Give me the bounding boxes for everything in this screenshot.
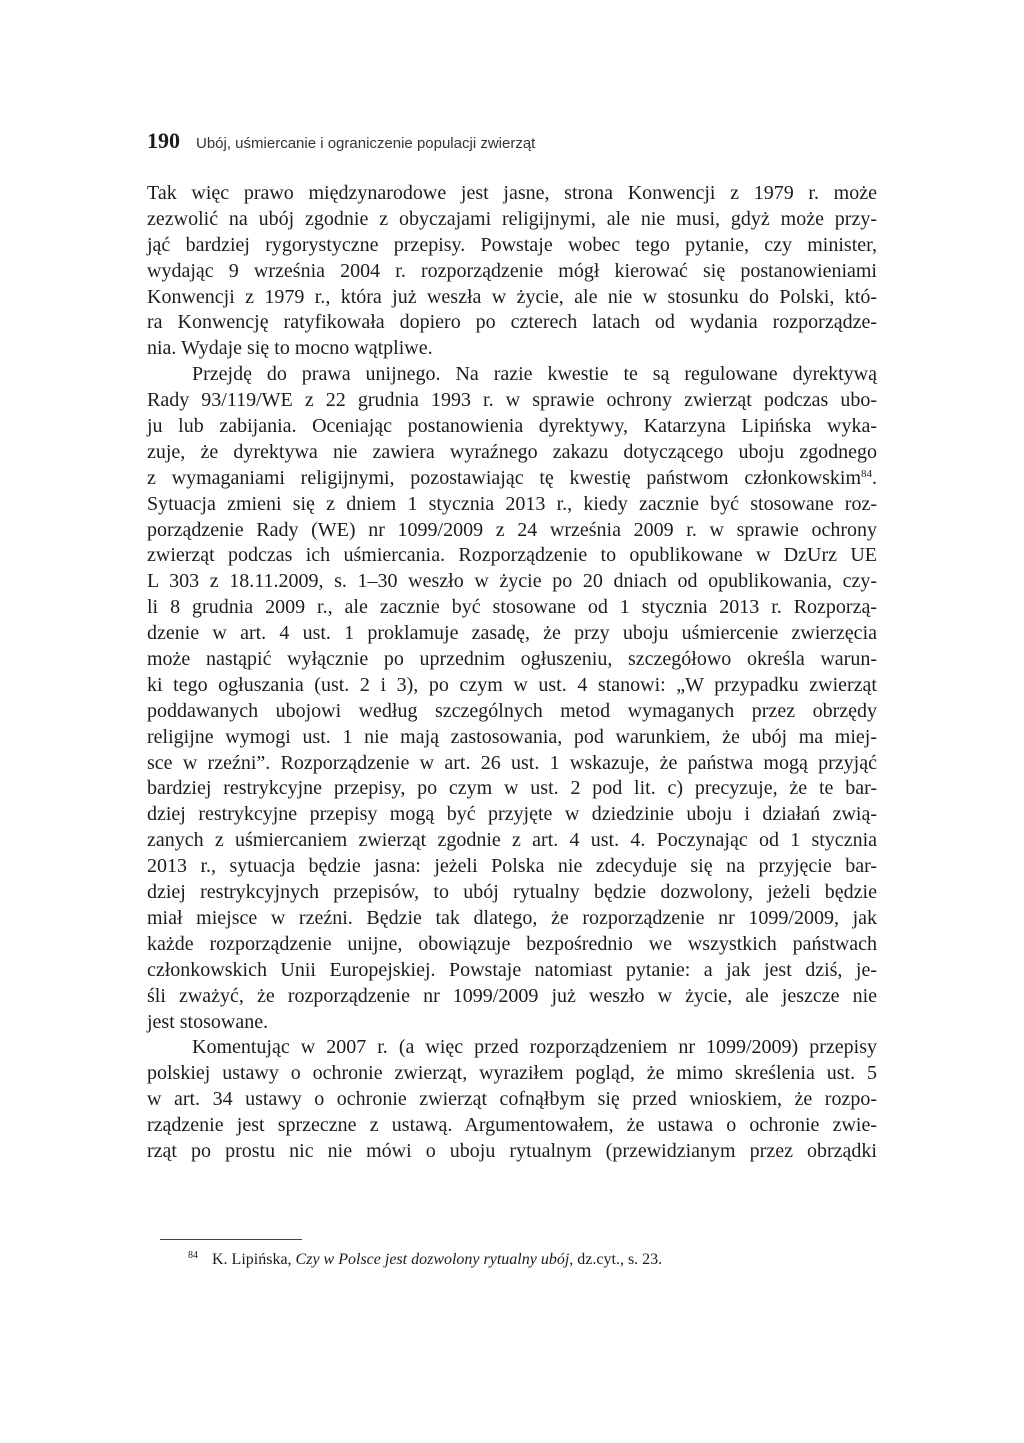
text-line: może nastąpić wyłącznie po uprzednim ogłuszeniu, szczegółowo określa warun- [147, 648, 877, 671]
text-line: li 8 grudnia 2009 r., ale zacznie być stosowane od 1 stycznia 2013 r. Rozporzą- [147, 596, 877, 619]
text-line: zwierząt podczas ich uśmiercania. Rozporządzenie to opublikowane w DzUrz UE [147, 544, 877, 567]
text-line: ra Konwencję ratyfikowała dopiero po czterech latach od wydania rozporządze- [147, 311, 877, 334]
text-line: rządzenie jest sprzeczne z ustawą. Argumentowałem, że ustawa o ochronie zwie- [147, 1114, 877, 1137]
footnote-citation: dz.cyt., s. 23. [577, 1251, 663, 1268]
text-line: Sytuacja zmieni się z dniem 1 stycznia 2013 r., kiedy zacznie być stosowane roz- [147, 492, 877, 515]
text-line: Rady 93/119/WE z 22 grudnia 1993 r. w sprawie ochrony zwierząt podczas ubo- [147, 389, 877, 412]
text-line: 2013 r., sytuacja będzie jasna: jeżeli Polska nie zdecyduje się na przyjęcie bar- [147, 855, 877, 878]
text-line: polskiej ustawy o ochronie zwierząt, wyraziłem pogląd, że mimo skreślenia ust. 5 [147, 1062, 877, 1085]
text-line: L 303 z 18.11.2009, s. 1–30 weszło w życie po 20 dniach od opublikowania, czy- [147, 570, 877, 593]
text-line: miał miejsce w rzeźni. Będzie tak dlatego, że rozporządzenie nr 1099/2009, jak [147, 906, 877, 929]
text-line: religijne wymogi ust. 1 nie mają zastosowania, pod warunkiem, że ubój ma miej- [147, 725, 877, 748]
footnote-author: K. Lipińska, [212, 1251, 292, 1268]
text-line: sce w rzeźni”. Rozporządzenie w art. 26 ust. 1 wskazuje, że państwa mogą przyjąć [147, 751, 877, 774]
text-line: zezwolić na ubój zgodnie z obyczajami religijnymi, ale nie musi, gdyż może przy- [147, 207, 877, 230]
page-header [147, 128, 887, 154]
footnote-reference-punctuation: . [872, 466, 877, 489]
text-line: dzenie w art. 4 ust. 1 proklamuje zasadę, że przy uboju uśmiercenie zwierzęcia [147, 622, 877, 645]
text-line: zanych z uśmiercaniem zwierząt zgodnie z art. 4 ust. 4. Poczynając od 1 stycznia [147, 829, 877, 852]
text-line: zuje, że dyrektywa nie zawiera wyraźnego zakazu dotyczącego uboju zgodnego [147, 440, 877, 463]
footnote-number: 84 [188, 1250, 198, 1261]
text-line: Komentując w 2007 r. (a więc przed rozporządzeniem nr 1099/2009) przepisy [192, 1036, 877, 1059]
text-line: Konwencji z 1979 r., która już weszła w życie, ale nie w stosunku do Polski, któ- [147, 285, 877, 308]
text-line: jest stosowane. [147, 1010, 269, 1033]
text-line: porządzenie Rady (WE) nr 1099/2009 z 24 września 2009 r. w sprawie ochrony [147, 518, 877, 541]
text-line: Tak więc prawo międzynarodowe jest jasne, strona Konwencji z 1979 r. może [147, 182, 877, 204]
text-line: wydając 9 września 2004 r. rozporządzenie mógł kierować się postanowieniami [147, 259, 877, 282]
text-line: Przejdę do prawa unijnego. Na razie kwestie te są regulowane dyrektywą [192, 363, 877, 386]
text-line: rząt po prostu nic nie mówi o uboju rytualnym (przewidzianym przez obrządki [147, 1139, 877, 1162]
footnote [188, 1250, 662, 1269]
footnote-divider [160, 1239, 302, 1240]
running-title: Ubój, uśmiercanie i ograniczenie populacji zwierząt [196, 135, 536, 152]
text-line: w art. 34 ustawy o ochronie zwierząt cofnąłbym się przed wnioskiem, że rozpo- [147, 1088, 877, 1111]
text-line: dziej restrykcyjne przepisy mogą być przyjęte w dziedzinie uboju i działań zwią- [147, 803, 877, 826]
page-number: 190 [147, 128, 180, 153]
text-line: śli zważyć, że rozporządzenie nr 1099/2009 już weszło w życie, ale jeszcze nie [147, 984, 877, 1007]
text-line: dziej restrykcyjnych przepisów, to ubój rytualny będzie dozwolony, jeżeli będzie [147, 881, 877, 904]
text-line: ju lub zabijania. Oceniając postanowienia dyrektywy, Katarzyna Lipińska wyka- [147, 415, 877, 438]
footnote-reference[interactable]: 84 [861, 467, 872, 480]
text-line: każde rozporządzenie unijne, obowiązuje bezpośrednio we wszystkich państwach [147, 932, 877, 955]
body-text [147, 181, 877, 1165]
text-line: ki tego ogłuszania (ust. 2 i 3), po czym w ust. 4 stanowi: „W przypadku zwierząt [147, 673, 877, 696]
footnote-title: Czy w Polsce jest dozwolony rytualny ubój, [295, 1251, 574, 1268]
text-line: bardziej restrykcyjne przepisy, po czym w ust. 2 pod lit. c) precyzuje, że te bar- [147, 777, 877, 800]
text-line: poddawanych ubojowi według szczególnych metod wymaganych przez obrzędy [147, 699, 877, 722]
text-line-fragment: z wymaganiami religijnymi, pozostawiając tę kwestię państwom członkowskim [147, 466, 861, 489]
text-line: członkowskich Unii Europejskiej. Powstaje natomiast pytanie: a jak jest dziś, je- [147, 958, 877, 981]
text-line-with-footnote [147, 466, 877, 492]
text-line: nia. Wydaje się to mocno wątpliwe. [147, 337, 433, 360]
text-line: jąć bardziej rygorystyczne przepisy. Powstaje wobec tego pytanie, czy minister, [147, 233, 877, 256]
